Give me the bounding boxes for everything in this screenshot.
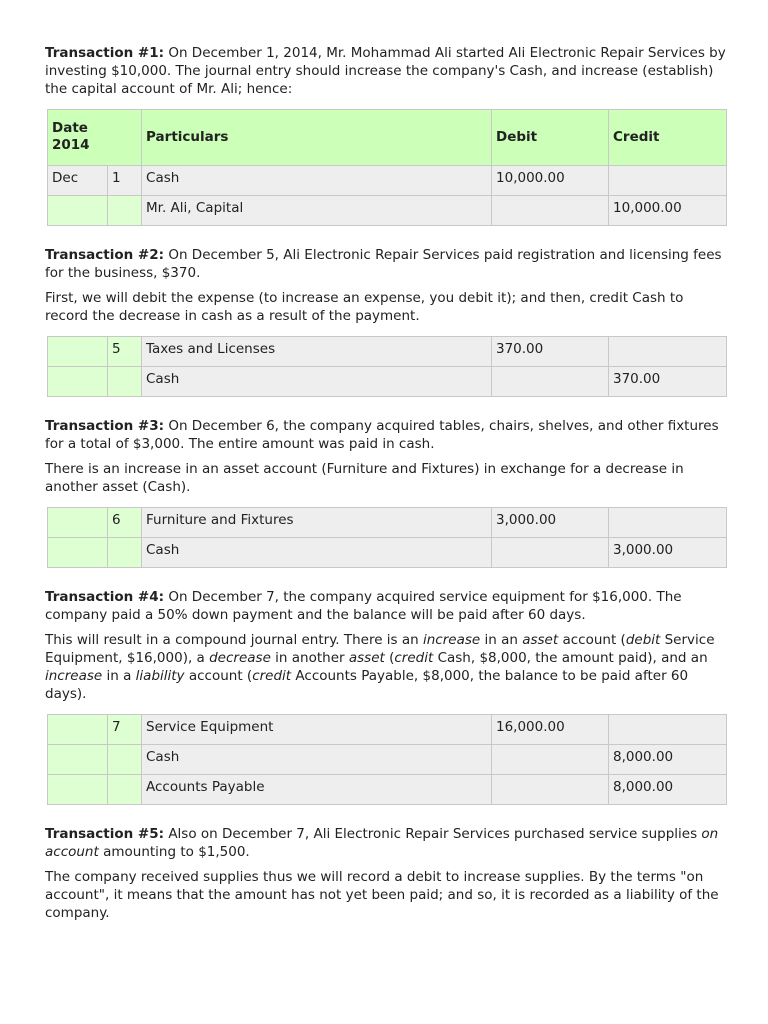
month-cell [48,508,108,538]
table-row [48,775,727,805]
day-cell: 1 [108,166,142,196]
month-cell [48,775,108,805]
credit-cell [609,508,727,538]
account-cell: Mr. Ali, Capital [142,196,492,226]
debit-cell [492,196,609,226]
day-cell: 5 [108,337,142,367]
account-cell: Accounts Payable [142,775,492,805]
transaction-3-text: On December 6, the company acquired tables, chairs, shelves, and other fixtures for a total of $3,000. The entire amount was paid in cash. [45,418,719,452]
table-row [48,715,727,745]
debit-cell [492,367,609,397]
debit-header: Debit [492,110,609,166]
transaction-5-label: Transaction #5: [45,826,165,842]
transaction-3-description [45,417,726,453]
credit-cell: 370.00 [609,367,727,397]
journal-header-row [48,110,727,166]
account-cell: Cash [142,166,492,196]
particulars-header: Particulars [142,110,492,166]
journal-table-1 [47,109,727,226]
journal-table-3 [47,507,727,568]
table-row [48,337,727,367]
debit-cell: 3,000.00 [492,508,609,538]
month-cell [48,367,108,397]
credit-cell [609,715,727,745]
day-cell [108,775,142,805]
credit-header: Credit [609,110,727,166]
day-cell [108,538,142,568]
debit-cell: 16,000.00 [492,715,609,745]
credit-cell [609,166,727,196]
month-cell [48,715,108,745]
credit-cell: 8,000.00 [609,745,727,775]
transaction-1-text: On December 1, 2014, Mr. Mohammad Ali started Ali Electronic Repair Services by investing $10,000. The journal entry should increase the company's Cash, and increase (establish) the capital account of Mr. Ali; hence: [45,45,726,97]
month-cell [48,337,108,367]
transaction-1-label: Transaction #1: [45,45,165,61]
debit-cell [492,775,609,805]
transaction-4-description [45,588,726,624]
day-cell: 7 [108,715,142,745]
debit-cell: 370.00 [492,337,609,367]
transaction-3-label: Transaction #3: [45,418,165,434]
account-cell: Taxes and Licenses [142,337,492,367]
date-header: Date 2014 [48,110,142,166]
account-cell: Furniture and Fixtures [142,508,492,538]
table-row [48,196,727,226]
transaction-4-explanation: This will result in a compound journal entry. There is an increase in an asset account (debit Service Equipment, $16,000), a decrease in another asset (credit Cash, $8,000, the amount paid), and an increase in a liability account (credit Accounts Payable, $8,000, the balance to be paid after 60 days). [45,632,715,702]
transaction-3-explanation: There is an increase in an asset account (Furniture and Fixtures) in exchange for a decrease in another asset (Cash). [45,461,684,495]
credit-cell: 10,000.00 [609,196,727,226]
credit-cell: 3,000.00 [609,538,727,568]
month-cell [48,196,108,226]
month-cell [48,745,108,775]
table-row [48,367,727,397]
account-cell: Cash [142,745,492,775]
transaction-2-label: Transaction #2: [45,247,165,263]
transaction-2-text: On December 5, Ali Electronic Repair Services paid registration and licensing fees for the business, $370. [45,247,722,281]
transaction-5-explanation: The company received supplies thus we will record a debit to increase supplies. By the terms "on account", it means that the amount has not yet been paid; and so, it is recorded as a liability of the company. [45,869,719,921]
transaction-1-description [45,44,726,98]
journal-table-4 [47,714,727,805]
credit-cell [609,337,727,367]
table-row [48,166,727,196]
transaction-2-explanation: First, we will debit the expense (to increase an expense, you debit it); and then, credit Cash to record the decrease in cash as a result of the payment. [45,290,684,324]
transaction-5-description: Transaction #5: Also on December 7, Ali Electronic Repair Services purchased service supplies on account amounting to $1,500. [45,826,719,860]
transaction-4-label: Transaction #4: [45,589,165,605]
debit-cell: 10,000.00 [492,166,609,196]
table-row [48,745,727,775]
journal-table-2 [47,336,727,397]
debit-cell [492,538,609,568]
day-cell [108,196,142,226]
day-cell [108,745,142,775]
account-cell: Service Equipment [142,715,492,745]
month-cell: Dec [48,166,108,196]
month-cell [48,538,108,568]
transaction-2-description [45,246,726,282]
day-cell [108,367,142,397]
account-cell: Cash [142,538,492,568]
table-row [48,538,727,568]
day-cell: 6 [108,508,142,538]
debit-cell [492,745,609,775]
transaction-4-text: On December 7, the company acquired service equipment for $16,000. The company paid a 50% down payment and the balance will be paid after 60 days. [45,589,682,623]
table-row [48,508,727,538]
credit-cell: 8,000.00 [609,775,727,805]
account-cell: Cash [142,367,492,397]
